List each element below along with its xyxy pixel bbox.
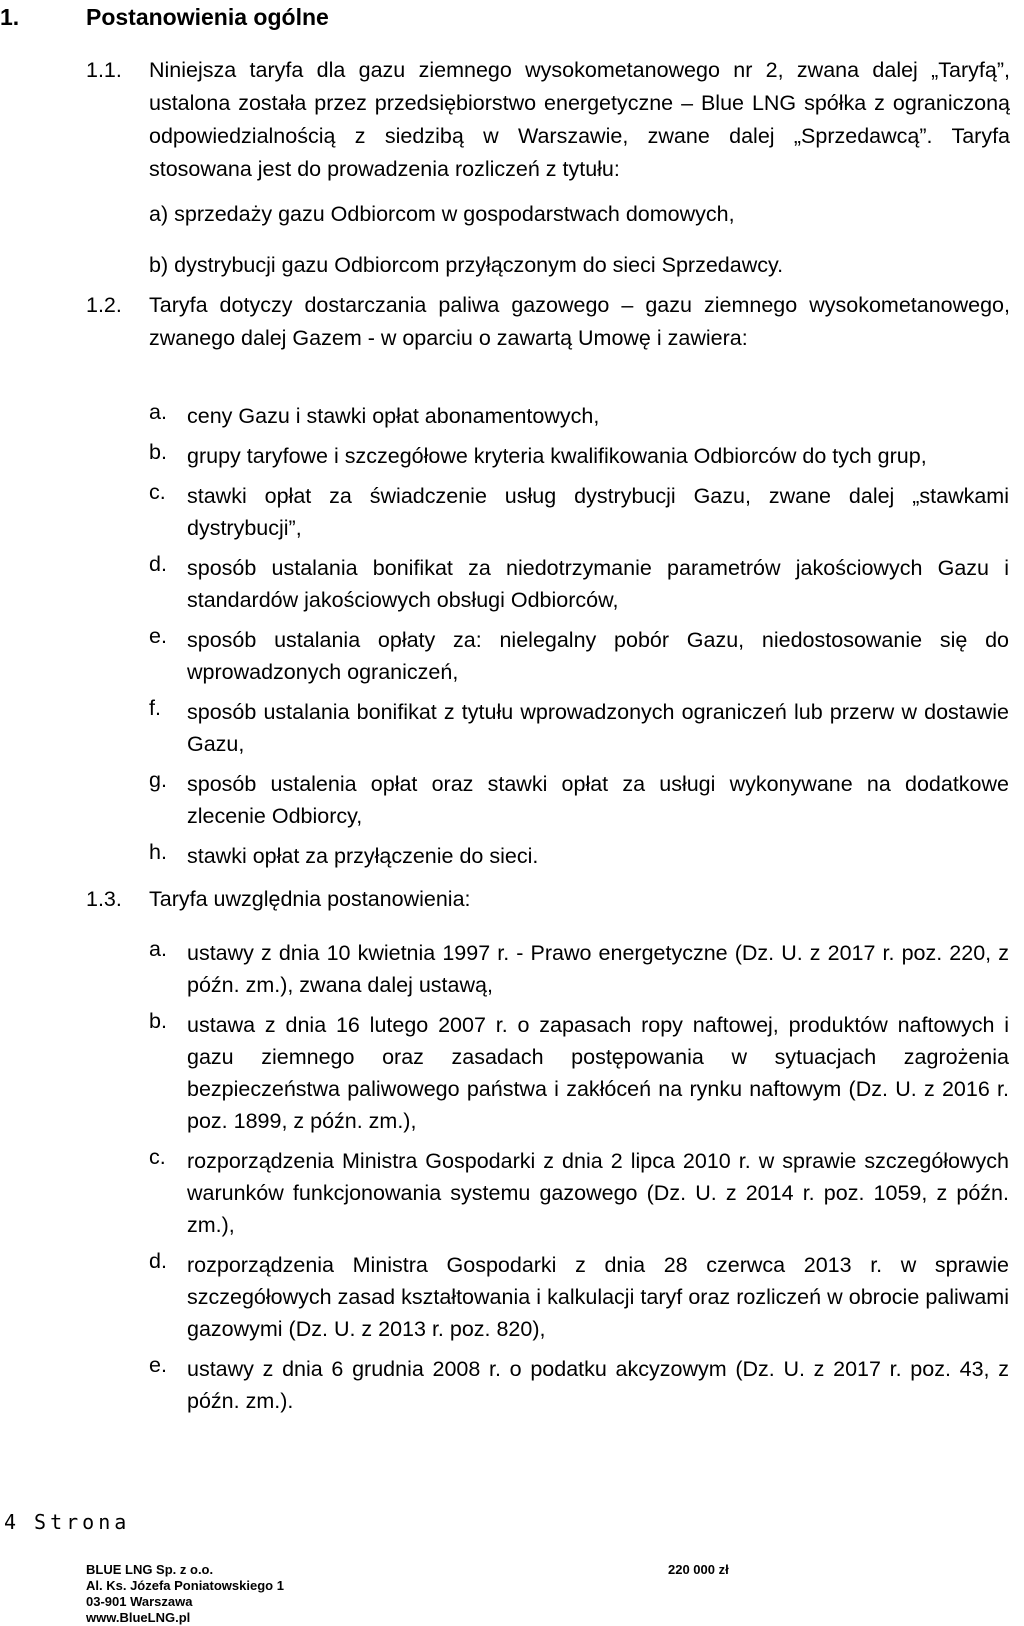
list-item [149, 1145, 1009, 1241]
list-label: a. [149, 937, 167, 961]
list-label: g. [149, 768, 167, 792]
list-1-2 [149, 400, 1009, 880]
list-text: ustawa z dnia 16 lutego 2007 r. o zapasach ropy naftowej, produktów naftowych i gazu ziemnego oraz zasadach postępowania w sytuacjach zagrożenia bezpieczeństwa paliwowego państwa i zakłóceń na rynku naftowym (Dz. U. z 2016 r. poz. 1899, z późn. zm.), [187, 1013, 1009, 1133]
list-text: stawki opłat za świadczenie usług dystrybucji Gazu, zwane dalej „stawkami dystrybucji”, [187, 484, 1009, 540]
section-number: 1. [0, 4, 20, 30]
list-item [149, 440, 1009, 472]
list-text: sposób ustalania bonifikat z tytułu wprowadzonych ograniczeń lub przerw w dostawie Gazu, [187, 700, 1009, 756]
list-label: c. [149, 480, 166, 504]
list-label: a) [149, 202, 169, 226]
list-text: rozporządzenia Ministra Gospodarki z dnia 28 czerwca 2013 r. w sprawie szczegółowych zasad kształtowania i kalkulacji taryf oraz rozliczeń w obrocie paliwami gazowymi (Dz. U. z 2013 r. poz. 820), [187, 1253, 1009, 1341]
list-item [149, 1009, 1009, 1137]
list-item-1-1-b [149, 249, 1009, 282]
list-item-1-1-a [149, 198, 1009, 231]
list-item [149, 768, 1009, 832]
list-text: ustawy z dnia 10 kwietnia 1997 r. - Prawo energetyczne (Dz. U. z 2017 r. poz. 220, z późn. zm.), zwana dalej ustawą, [187, 941, 1009, 997]
list-item [149, 840, 1009, 872]
list-label: d. [149, 1249, 167, 1273]
paragraph-number: 1.2. [86, 293, 122, 317]
section-heading [0, 4, 329, 31]
footer-street: Al. Ks. Józefa Poniatowskiego 1 [86, 1578, 284, 1593]
footer-city: 03-901 Warszawa [86, 1594, 193, 1609]
footer-website: www.BlueLNG.pl [86, 1610, 191, 1625]
paragraph-number: 1.3. [86, 887, 122, 911]
paragraph-1-2 [86, 289, 1010, 355]
list-text: sposób ustalenia opłat oraz stawki opłat za usługi wykonywane na dodatkowe zlecenie Odbiorcy, [187, 772, 1009, 828]
list-item [149, 696, 1009, 760]
list-text: dystrybucji gazu Odbiorcom przyłączonym do sieci Sprzedawcy. [174, 253, 784, 277]
paragraph-1-3 [86, 883, 1010, 916]
list-text: stawki opłat za przyłączenie do sieci. [187, 844, 539, 868]
list-item [149, 480, 1009, 544]
list-item [149, 400, 1009, 432]
list-label: e. [149, 1353, 167, 1377]
paragraph-text: Niniejsza taryfa dla gazu ziemnego wysokometanowego nr 2, zwana dalej „Taryfą”, ustalona została przez przedsiębiorstwo energetyczne – Blue LNG spółka z ograniczoną odpowiedzialnością z siedzibą w Warszawie, zwane dalej „Sprzedawcą”. Taryfa stosowana jest do prowadzenia rozliczeń z tytułu: [149, 58, 1010, 181]
list-item [149, 937, 1009, 1001]
paragraph-1-1 [86, 54, 1010, 186]
list-text: sposób ustalania opłaty za: nielegalny pobór Gazu, niedostosowanie się do wprowadzonych ograniczeń, [187, 628, 1009, 684]
paragraph-number: 1.1. [86, 58, 122, 82]
list-text: sprzedaży gazu Odbiorcom w gospodarstwach domowych, [174, 202, 735, 226]
list-label: h. [149, 840, 167, 864]
footer-company-block [86, 1562, 284, 1626]
paragraph-text: Taryfa dotyczy dostarczania paliwa gazowego – gazu ziemnego wysokometanowego, zwanego dalej Gazem - w oparciu o zawartą Umowę i zawiera: [149, 293, 1010, 350]
page-number-label [4, 1510, 130, 1534]
list-text: rozporządzenia Ministra Gospodarki z dnia 2 lipca 2010 r. w sprawie szczegółowych warunków funkcjonowania systemu gazowego (Dz. U. z 2014 r. poz. 1059, z późn. zm.), [187, 1149, 1009, 1237]
list-label: b. [149, 440, 167, 464]
list-label: a. [149, 400, 167, 424]
list-label: c. [149, 1145, 166, 1169]
page-number: 4 [4, 1510, 21, 1534]
list-label: b. [149, 1009, 167, 1033]
list-label: b) [149, 253, 169, 277]
list-item [149, 624, 1009, 688]
page-word: Strona [34, 1510, 131, 1534]
list-label: e. [149, 624, 167, 648]
footer-company-name: BLUE LNG Sp. z o.o. [86, 1562, 214, 1577]
list-label: d. [149, 552, 167, 576]
list-text: sposób ustalania bonifikat za niedotrzymanie parametrów jakościowych Gazu i standardów jakościowych obsługi Odbiorców, [187, 556, 1009, 612]
paragraph-text: Taryfa uwzględnia postanowienia: [149, 887, 471, 911]
list-item [149, 552, 1009, 616]
list-item [149, 1353, 1009, 1417]
section-title: Postanowienia ogólne [86, 4, 329, 30]
list-text: grupy taryfowe i szczegółowe kryteria kwalifikowania Odbiorców do tych grup, [187, 444, 927, 468]
list-item [149, 1249, 1009, 1345]
list-text: ustawy z dnia 6 grudnia 2008 r. o podatku akcyzowym (Dz. U. z 2017 r. poz. 43, z późn. zm.). [187, 1357, 1009, 1413]
list-1-3 [149, 937, 1009, 1425]
list-label: f. [149, 696, 161, 720]
footer-capital: 220 000 zł [668, 1562, 729, 1577]
list-text: ceny Gazu i stawki opłat abonamentowych, [187, 404, 600, 428]
